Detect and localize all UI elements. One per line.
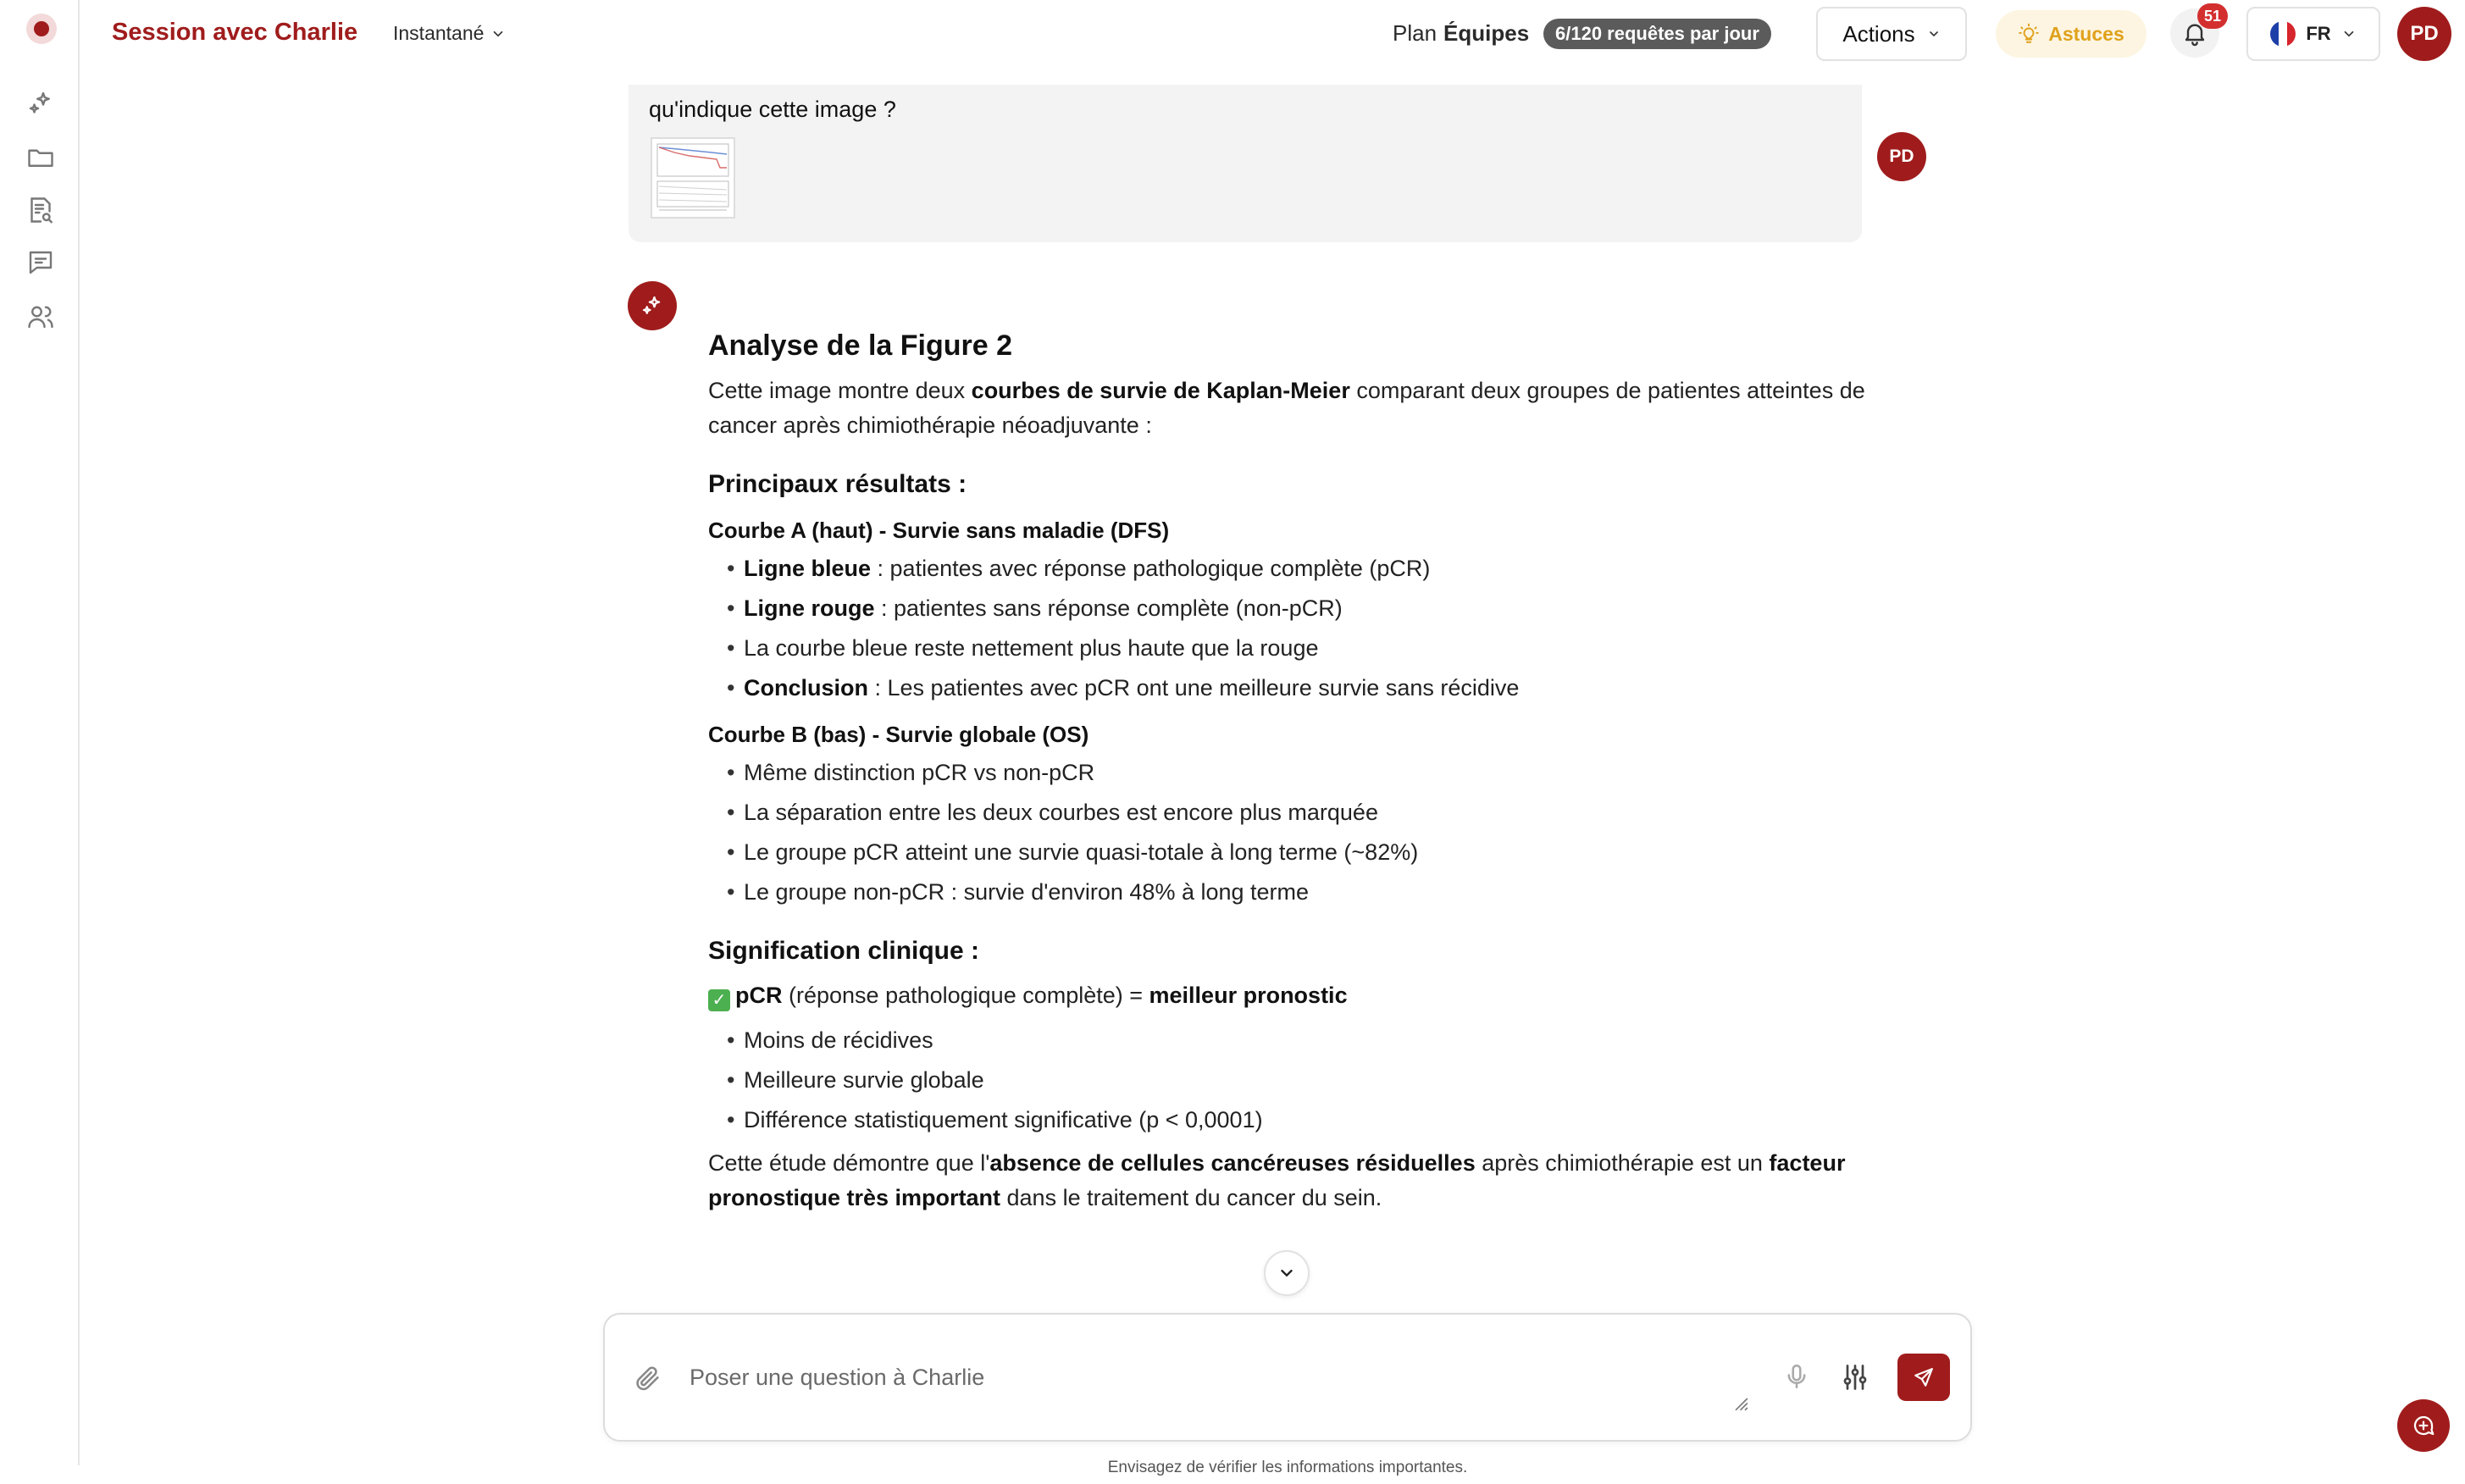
answer-intro: Cette image montre deux courbes de survie de Kaplan-Meier comparant deux groupes de patientes atteintes de cancer après chimiothérapie néoadjuvante : [708, 378, 1865, 438]
tips-label: Astuces [2048, 22, 2124, 45]
list-item: • Ligne bleue : patientes avec réponse pathologique complète (pCR) [727, 551, 1911, 586]
language-selector[interactable] [2246, 7, 2380, 61]
check-mark-icon: ✓ [708, 989, 730, 1011]
list-item: • Même distinction pCR vs non-pCR [727, 756, 1911, 790]
user-message-avatar: PD [1877, 132, 1926, 181]
list-item: • La séparation entre les deux courbes est encore plus marquée [727, 795, 1911, 830]
list-item: • Meilleure survie globale [727, 1063, 1911, 1098]
section-title-clinical: Signification clinique : [708, 937, 980, 965]
mode-label: Instantané [393, 22, 485, 44]
answer-title: Analyse de la Figure 2 [708, 329, 1013, 362]
top-header [80, 0, 2465, 68]
assistant-message [708, 322, 1911, 1221]
quota-badge: 6/120 requêtes par jour [1543, 19, 1771, 49]
curve-b-list [727, 756, 1911, 910]
chevron-down-icon [490, 26, 506, 42]
microphone-icon[interactable] [1782, 1362, 1811, 1391]
disclaimer-text: Envisagez de vérifier les informations importantes. [1107, 1459, 1468, 1476]
chevron-down-icon [1927, 27, 1941, 41]
list-item: • Conclusion : Les patientes avec pCR ont une meilleure survie sans récidive [727, 671, 1911, 706]
language-label: FR [2306, 23, 2331, 44]
resize-handle-icon[interactable] [1731, 1394, 1750, 1413]
curve-b-title: Courbe B (bas) - Survie globale (OS) [708, 722, 1089, 747]
plan-name: Équipes [1443, 20, 1530, 46]
app-logo[interactable] [26, 14, 57, 44]
list-item: • La courbe bleue reste nettement plus haute que la rouge [727, 631, 1911, 666]
notifications-badge: 51 [2197, 3, 2228, 29]
actions-button[interactable] [1816, 7, 1967, 61]
answer-conclusion: Cette étude démontre que l'absence de cellules cancéreuses résiduelles après chimiothérapie est un facteur pronostique très important dans le traitement du cancer du sein. [708, 1150, 1846, 1210]
curve-a-title: Courbe A (haut) - Survie sans maladie (DFS) [708, 518, 1170, 543]
plan-prefix: Plan [1393, 20, 1437, 46]
support-chat-icon [2411, 1413, 2436, 1438]
chevron-down-icon [2341, 26, 2357, 42]
folder-icon[interactable] [25, 142, 56, 173]
user-message-text: qu'indique cette image ? [649, 97, 896, 122]
list-item: • Moins de récidives [727, 1023, 1911, 1058]
send-button[interactable] [1897, 1354, 1950, 1401]
france-flag-icon [2270, 21, 2296, 47]
plan-label [1393, 20, 1529, 47]
notifications-button[interactable] [2170, 8, 2222, 58]
clinical-summary: ✓ pCR (réponse pathologique complète) = meilleur pronostic [708, 978, 1911, 1013]
mode-selector[interactable] [393, 22, 506, 45]
list-item: • Ligne rouge : patientes sans réponse complète (non-pCR) [727, 591, 1911, 626]
user-avatar[interactable]: PD [2397, 7, 2451, 61]
assistant-avatar [628, 281, 677, 330]
list-item: • Le groupe non-pCR : survie d'environ 48% à long terme [727, 875, 1911, 910]
chat-icon[interactable] [25, 247, 56, 278]
list-item: • Le groupe pCR atteint une survie quasi-totale à long terme (~82%) [727, 835, 1911, 870]
user-message [629, 85, 1862, 242]
document-search-icon[interactable] [25, 195, 56, 225]
actions-label: Actions [1842, 20, 1915, 47]
session-title: Session avec Charlie [112, 19, 358, 46]
attached-image-thumbnail[interactable] [651, 137, 735, 219]
list-item: • Différence statistiquement significative (p < 0,0001) [727, 1103, 1911, 1138]
support-chat-button[interactable] [2397, 1399, 2450, 1452]
section-title-results: Principaux résultats : [708, 470, 967, 498]
users-icon[interactable] [25, 302, 56, 332]
left-sidebar [0, 0, 80, 1465]
settings-sliders-icon[interactable] [1840, 1362, 1870, 1393]
lightbulb-icon [2018, 23, 2040, 45]
sparkle-icon [640, 293, 665, 318]
send-icon [1913, 1366, 1935, 1388]
curve-a-list [727, 551, 1911, 706]
paperclip-icon[interactable] [634, 1364, 662, 1393]
message-input[interactable] [690, 1352, 1706, 1403]
clinical-list [727, 1023, 1911, 1138]
sparkle-icon[interactable] [25, 88, 56, 119]
scroll-to-bottom-button[interactable] [1264, 1250, 1310, 1296]
chevron-down-icon [1277, 1264, 1296, 1282]
message-composer [603, 1313, 1972, 1442]
tips-button[interactable] [1996, 10, 2146, 58]
